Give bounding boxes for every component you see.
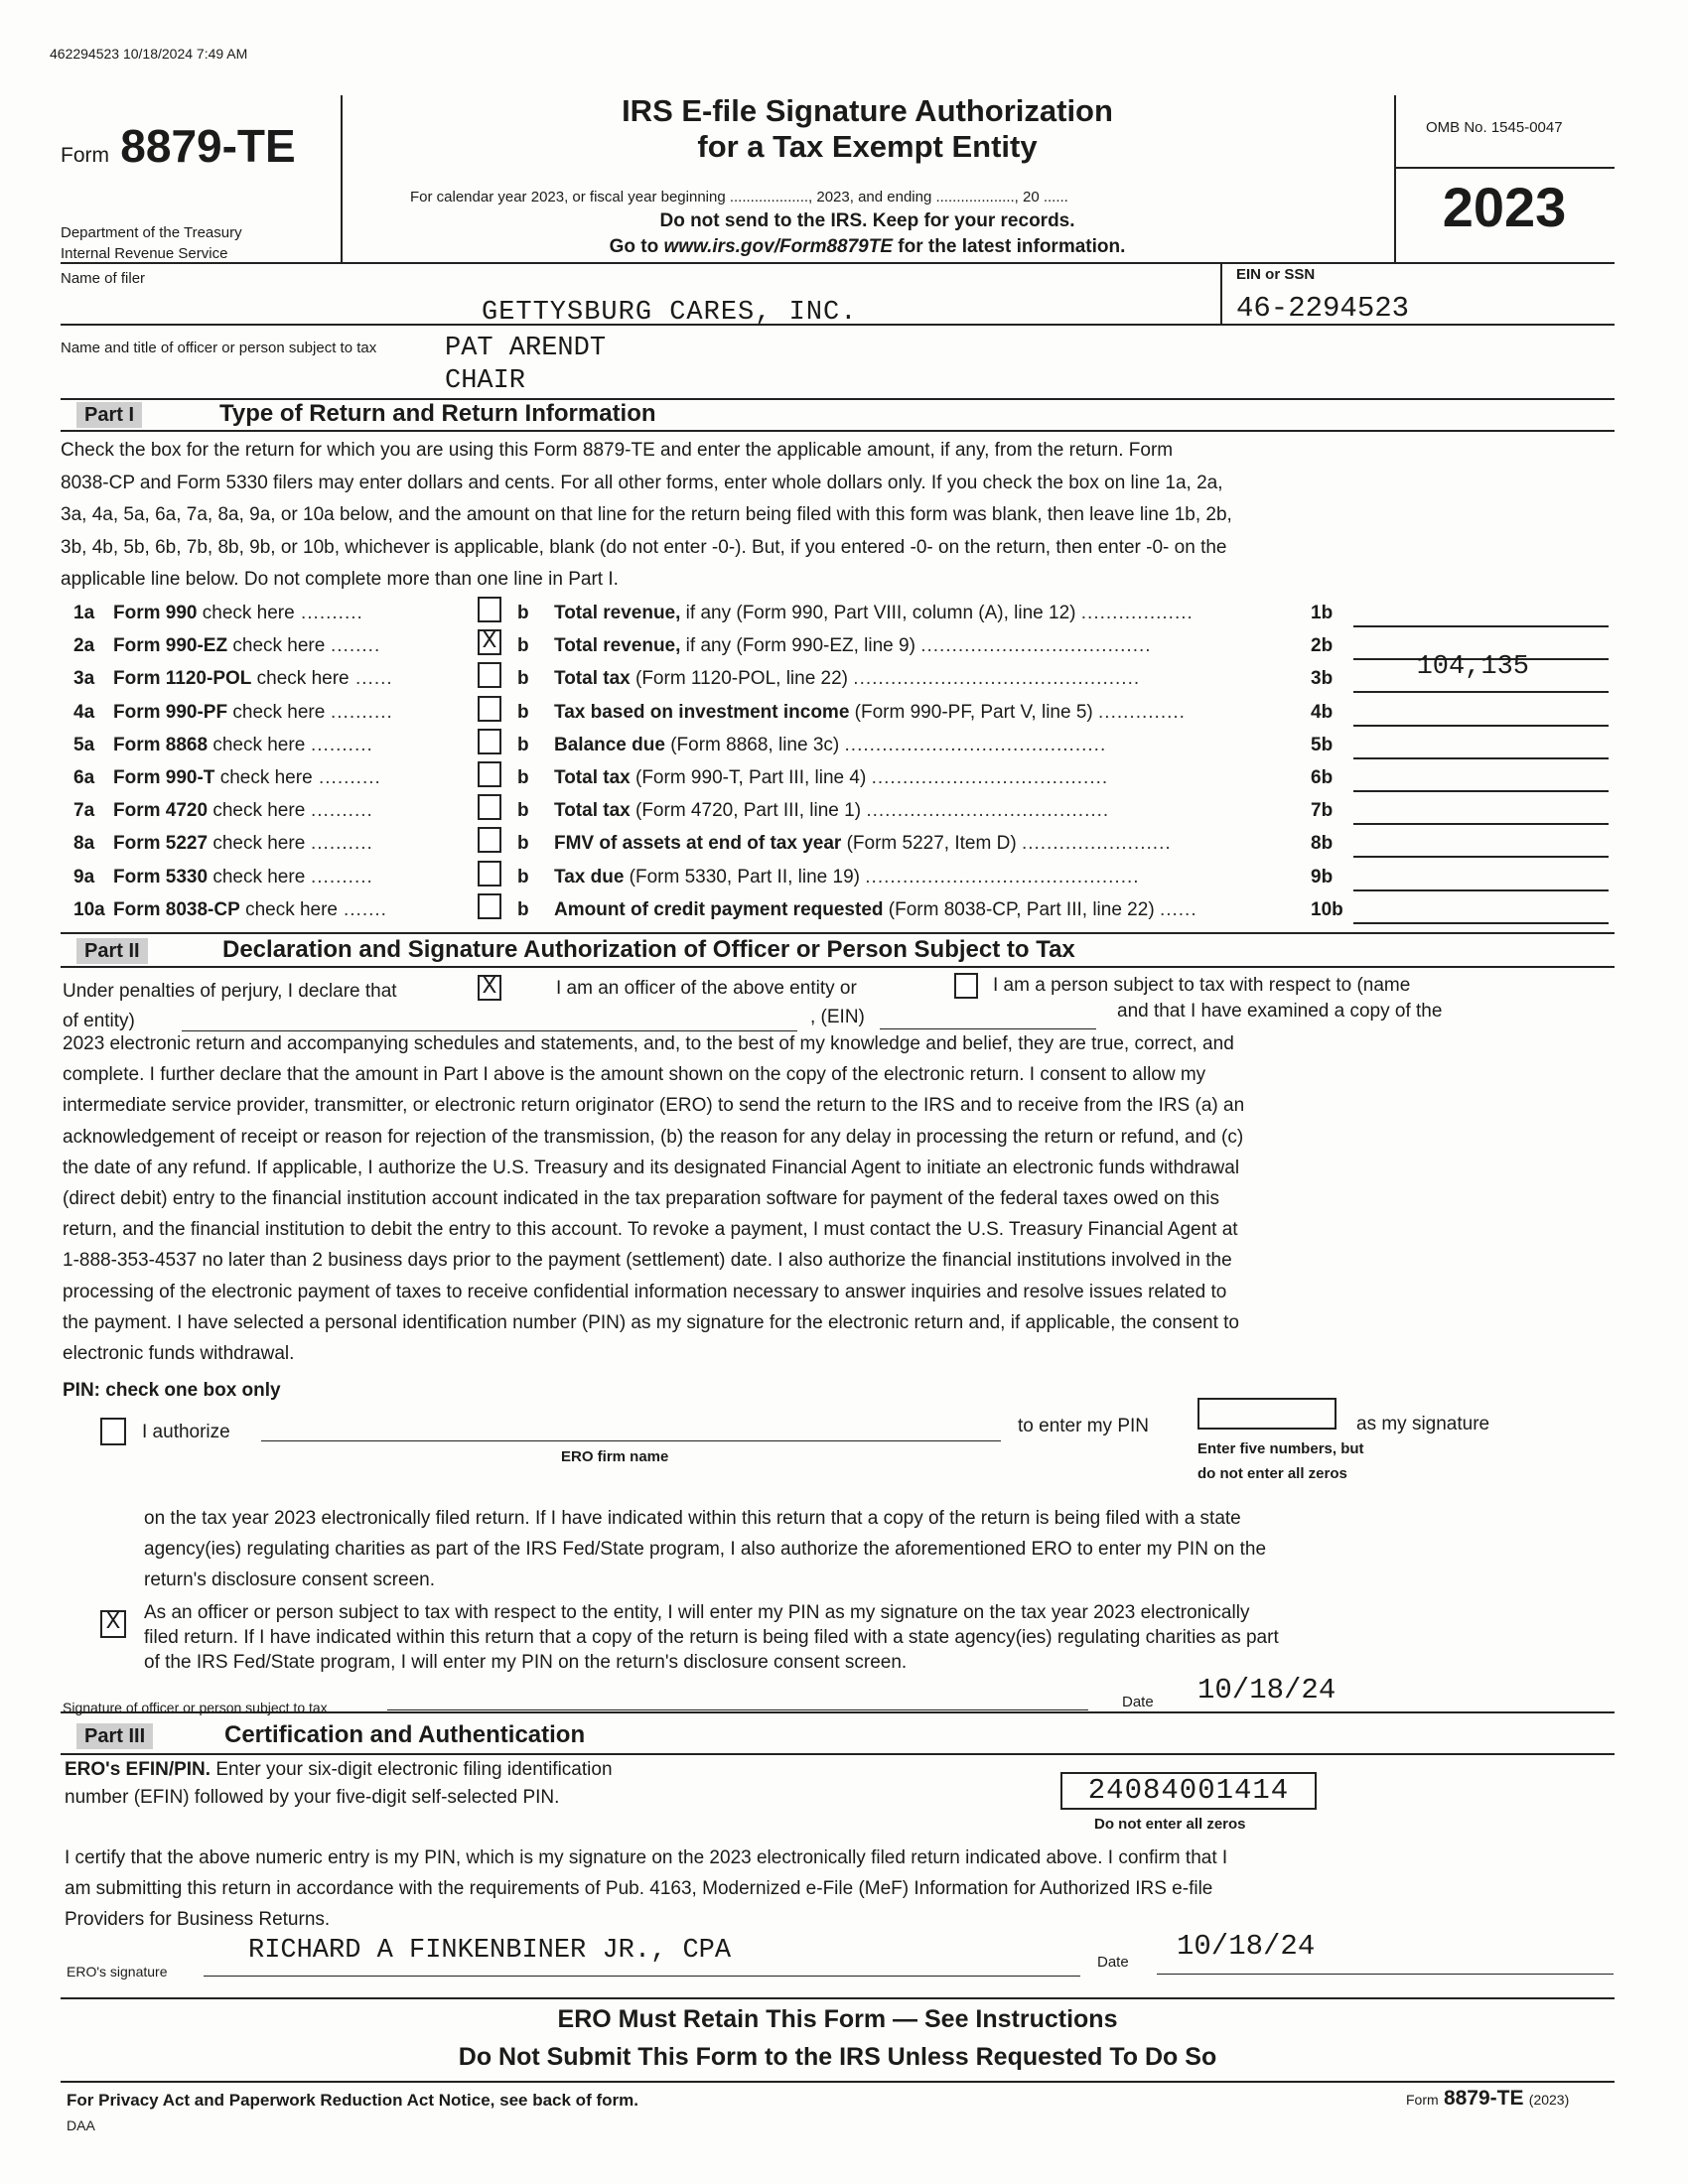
checkbox-3a[interactable] bbox=[478, 662, 501, 688]
part3-date-line bbox=[1157, 1974, 1614, 1975]
filer-name-label: Name of filer bbox=[61, 270, 146, 287]
enter-pin-text: to enter my PIN bbox=[1018, 1416, 1149, 1436]
part1-label: Part I bbox=[76, 402, 142, 428]
amount-2b[interactable]: 104,135 bbox=[1353, 658, 1609, 660]
filer-name: GETTYSBURG CARES, INC. bbox=[482, 298, 858, 328]
pin-heading: PIN: check one box only bbox=[63, 1380, 281, 1401]
as-signature-text: as my signature bbox=[1356, 1414, 1490, 1434]
line-7a: 7a Form 4720 check here .......... b Total tax (Form 4720, Part III, line 1) ....................................... 7b bbox=[0, 800, 1688, 833]
part3-label: Part III bbox=[76, 1723, 153, 1749]
part3-title: Certification and Authentication bbox=[224, 1721, 586, 1748]
part2-date-label: Date bbox=[1122, 1694, 1154, 1710]
of-entity-label: of entity) bbox=[63, 1011, 135, 1031]
officer-label: Name and title of officer or person subject to tax bbox=[61, 340, 377, 356]
checkbox-2a[interactable]: X bbox=[478, 629, 501, 655]
part1-instructions: Check the box for the return for which you are using this Form 8879-TE and enter the applicable amount, if any, from the return. Form 8038-CP and Form 5330 filers may enter dollars and cents. For all other forms, enter whole dollars only. If you check the box on line 1a, 2a, 3a, 4a, 5a, 6a, 7a, 8a, 9a, or 10a below, and the amount on that line for the return being filed with this form was blank, then leave line 1b, 2b, 3b, 4b, 5b, 6b, 7b, 8b, 9b, or 10b, whichever is applicable, blank (do not enter -0-). But, if you entered -0- on the return, then enter -0- on the applicable line below. Do not complete more than one line in Part I. bbox=[61, 440, 1232, 590]
goto-url[interactable]: www.irs.gov/Form8879TE bbox=[663, 236, 894, 257]
title-line2: for a Tax Exempt Entity bbox=[697, 129, 1038, 164]
officer-checkbox[interactable]: X bbox=[478, 975, 501, 1001]
line-1a: 1a Form 990 check here .......... b Total revenue, if any (Form 990, Part VIII, column (A), line 12) .................. 1b bbox=[0, 603, 1688, 635]
examined-text: and that I have examined a copy of the bbox=[1117, 1001, 1443, 1022]
checkbox-9a[interactable] bbox=[478, 861, 501, 887]
efin-note: Do not enter all zeros bbox=[1094, 1816, 1246, 1833]
pin-note-2: do not enter all zeros bbox=[1197, 1465, 1347, 1482]
amount-1b[interactable] bbox=[1353, 625, 1609, 627]
person-option-text: I am a person subject to tax with respect to (name bbox=[993, 975, 1411, 996]
checkbox-5a[interactable] bbox=[478, 729, 501, 754]
do-not-send: Do not send to the IRS. Keep for your records. bbox=[659, 210, 1075, 231]
line-2a: 2a Form 990-EZ check here ........ X b Total revenue, if any (Form 990-EZ, line 9) ..................................... 2b 104,135 bbox=[0, 635, 1688, 668]
certify-paragraph: I certify that the above numeric entry is my PIN, which is my signature on the 2023 electronically filed return indicated above. I confirm that I am submitting this return in accordance with the requirements of Pub. 4163, Modernized e-File (MeF) Information for Authorized IRS e-file Providers for Business Returns. bbox=[65, 1847, 1228, 1930]
part2-date-value: 10/18/24 bbox=[1197, 1674, 1336, 1706]
retain-notice: ERO Must Retain This Form — See Instructions bbox=[557, 2005, 1118, 2033]
checkbox-1a[interactable] bbox=[478, 597, 501, 622]
amount-6b[interactable] bbox=[1353, 790, 1609, 792]
ein-inline-label: , (EIN) bbox=[810, 1007, 865, 1027]
authorize-ero-checkbox[interactable] bbox=[100, 1418, 126, 1445]
declaration-paragraph: 2023 electronic return and accompanying schedules and statements, and, to the best of my knowledge and belief, they are true, correct, and complete. I further declare that the amount in Part I above is the amount shown on the copy of the electronic return. I consent to allow my intermediate service provider, transmitter, or electronic return originator (ERO) to send the return to the IRS and to receive from the IRS (a) an acknowledgement of receipt or reason for rejection of the transmission, (b) the reason for any delay in processing the return or refund, and (c) the date of any refund. If applicable, I authorize the U.S. Treasury and its designated Financial Agent to initiate an electronic funds withdrawal (direct debit) entry to the financial institution account indicated in the tax preparation software for payment of the federal taxes owed on this return, and the financial institution to debit the entry to this account. To revoke a payment, I must contact the U.S. Treasury Financial Agent at 1-888-353-4537 no later than 2 business days prior to the payment (settlement) date. I also authorize the financial institutions involved in the processing of the electronic payment of taxes to receive confidential information necessary to answer inquiries and resolve issues related to the payment. I have selected a personal identification number (PIN) as my signature for the electronic return and, if applicable, the consent to electronic funds withdrawal. bbox=[63, 1033, 1245, 1365]
officer-pin-box[interactable] bbox=[1197, 1398, 1336, 1430]
amount-4b[interactable] bbox=[1353, 725, 1609, 727]
checkbox-6a[interactable] bbox=[478, 761, 501, 787]
efin-instruction-2: number (EFIN) followed by your five-digit self-selected PIN. bbox=[65, 1787, 560, 1808]
submit-notice: Do Not Submit This Form to the IRS Unless Requested To Do So bbox=[458, 2043, 1217, 2071]
amount-9b[interactable] bbox=[1353, 889, 1609, 891]
dept-line1: Department of the Treasury bbox=[61, 224, 242, 241]
form-word: Form bbox=[61, 144, 109, 167]
amount-3b[interactable] bbox=[1353, 691, 1609, 693]
ein-label: EIN or SSN bbox=[1236, 266, 1316, 283]
ein-value: 46-2294523 bbox=[1236, 292, 1410, 325]
officer-name: PAT ARENDT bbox=[445, 334, 607, 363]
tax-year: 2023 bbox=[1442, 176, 1567, 238]
amount-7b[interactable] bbox=[1353, 823, 1609, 825]
ero-signature-line[interactable] bbox=[204, 1976, 1080, 1977]
part2-label: Part II bbox=[76, 938, 148, 964]
scan-stamp: 462294523 10/18/2024 7:49 AM bbox=[50, 46, 248, 62]
part3-date-label: Date bbox=[1097, 1954, 1129, 1971]
part2-title: Declaration and Signature Authorization of Officer or Person Subject to Tax bbox=[222, 936, 1075, 963]
authorize-label: I authorize bbox=[142, 1422, 230, 1442]
checkbox-10a[interactable] bbox=[478, 893, 501, 919]
self-pin-paragraph: As an officer or person subject to tax with respect to the entity, I will enter my PIN as my signature on the tax year 2023 electronically filed return. If I have indicated within this return that a copy of the return is being filed with a state agency(ies) regulating charities as part of the IRS Fed/State program, I will enter my PIN on the return's disclosure consent screen. bbox=[144, 1602, 1279, 1673]
pin-note-1: Enter five numbers, but bbox=[1197, 1440, 1364, 1457]
goto-line: Go to www.irs.gov/Form8879TE for the latest information. bbox=[609, 236, 1126, 257]
efin-pin-box[interactable]: 24084001414 bbox=[1060, 1772, 1317, 1810]
officer-signature-line[interactable] bbox=[387, 1709, 1088, 1710]
calendar-line: For calendar year 2023, or fiscal year beginning ..................., 2023, and ending ..................., 20 ...... bbox=[410, 189, 1068, 205]
self-pin-checkbox[interactable]: X bbox=[100, 1610, 126, 1638]
line-6a: 6a Form 990-T check here .......... b Total tax (Form 990-T, Part III, line 4) ...................................... 6b bbox=[0, 767, 1688, 800]
form-number-block bbox=[61, 119, 296, 173]
line-3a: 3a Form 1120-POL check here ...... b Total tax (Form 1120-POL, line 22) .............................................. 3b bbox=[0, 668, 1688, 701]
ero-signature-label: ERO's signature bbox=[67, 1964, 168, 1979]
officer-option-text: I am an officer of the above entity or bbox=[556, 978, 857, 999]
person-subject-checkbox[interactable] bbox=[954, 973, 978, 999]
footer-form-number: Form 8879-TE (2023) bbox=[1406, 2087, 1570, 2110]
checkbox-7a[interactable] bbox=[478, 794, 501, 820]
checkbox-8a[interactable] bbox=[478, 827, 501, 853]
amount-10b[interactable] bbox=[1353, 922, 1609, 924]
ero-signature-value: RICHARD A FINKENBINER JR., CPA bbox=[248, 1936, 732, 1966]
amount-5b[interactable] bbox=[1353, 757, 1609, 759]
omb-number: OMB No. 1545-0047 bbox=[1426, 119, 1563, 136]
amount-8b[interactable] bbox=[1353, 856, 1609, 858]
title-line1: IRS E-file Signature Authorization bbox=[622, 93, 1113, 128]
line-9a: 9a Form 5330 check here .......... b Tax due (Form 5330, Part II, line 19) ............................................ 9b bbox=[0, 867, 1688, 899]
daa-label: DAA bbox=[67, 2117, 95, 2133]
ero-firm-name-line[interactable] bbox=[261, 1440, 1001, 1441]
privacy-notice: For Privacy Act and Paperwork Reduction Act Notice, see back of form. bbox=[67, 2091, 638, 2110]
line-8a: 8a Form 5227 check here .......... b FMV of assets at end of tax year (Form 5227, Item D) ........................ 8b bbox=[0, 833, 1688, 866]
officer-signature-label: Signature of officer or person subject to tax bbox=[63, 1700, 328, 1715]
efin-instruction-1: ERO's EFIN/PIN. Enter your six-digit electronic filing identification bbox=[65, 1759, 613, 1780]
line-5a: 5a Form 8868 check here .......... b Balance due (Form 8868, line 3c) .......................................... 5b bbox=[0, 735, 1688, 767]
authorize-paragraph: on the tax year 2023 electronically filed return. If I have indicated within this return that a copy of the return is being filed with a state agency(ies) regulating charities as part of the IRS Fed/State program, I also authorize the aforementioned ERO to enter my PIN on the return's disclosure consent screen. bbox=[144, 1508, 1267, 1590]
perjury-prefix: Under penalties of perjury, I declare that bbox=[63, 981, 397, 1002]
line-10a: 10a Form 8038-CP check here ....... b Amount of credit payment requested (Form 8038-CP, Part III, line 22) ...... 10b bbox=[0, 899, 1688, 932]
line-4a: 4a Form 990-PF check here .......... b Tax based on investment income (Form 990-PF, Part V, line 5) .............. 4b bbox=[0, 702, 1688, 735]
dept-line2: Internal Revenue Service bbox=[61, 245, 228, 262]
part1-title: Type of Return and Return Information bbox=[219, 400, 656, 427]
form-number: 8879-TE bbox=[120, 120, 296, 172]
part3-date-value: 10/18/24 bbox=[1177, 1930, 1316, 1963]
checkbox-4a[interactable] bbox=[478, 696, 501, 722]
ero-firm-label: ERO firm name bbox=[561, 1448, 669, 1465]
officer-title: CHAIR bbox=[445, 366, 526, 396]
